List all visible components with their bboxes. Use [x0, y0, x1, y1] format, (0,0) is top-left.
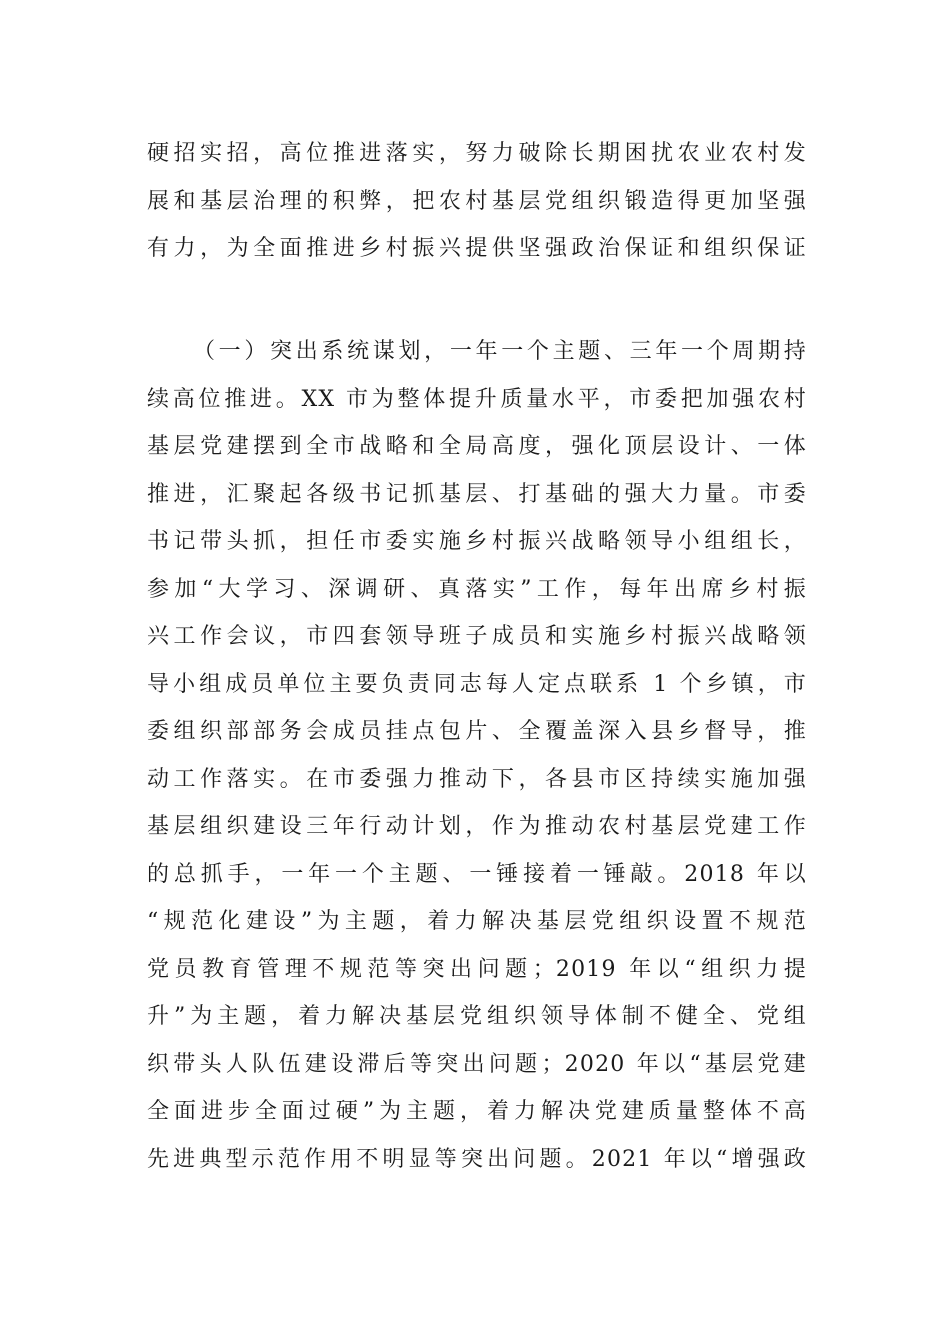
- text-line: 基层组织建设三年行动计划，作为推动农村基层党建工作: [147, 814, 807, 839]
- text-line: 党员教育管理不规范等突出问题；2019 年以“组织力提: [147, 956, 807, 982]
- text-line: 书记带头抓，担任市委实施乡村振兴战略领导小组组长，: [147, 529, 807, 554]
- text-line: 展和基层治理的积弊，把农村基层党组织锻造得更加坚强: [147, 188, 807, 214]
- section-heading-line: （一）突出系统谋划，一年一个主题、三年一个周期持: [193, 339, 807, 364]
- text-line: 推进，汇聚起各级书记抓基层、打基础的强大力量。市委: [147, 481, 807, 507]
- text-line: 委组织部部务会成员挂点包片、全覆盖深入县乡督导，推: [147, 719, 807, 744]
- paragraph-section-one: [147, 328, 807, 1183]
- text-line: 织带头人队伍建设滞后等突出问题；2020 年以“基层党建: [147, 1051, 807, 1077]
- text-line: 兴工作会议，市四套领导班子成员和实施乡村振兴战略领: [147, 624, 807, 649]
- text-line: 有力，为全面推进乡村振兴提供坚强政治保证和组织保证: [147, 236, 807, 261]
- text-line: 硬招实招，高位推进落实，努力破除长期困扰农业农村发: [147, 141, 807, 166]
- text-line: 动工作落实。在市委强力推动下，各县市区持续实施加强: [147, 766, 807, 792]
- text-line: 导小组成员单位主要负责同志每人定点联系 1 个乡镇，市: [147, 671, 807, 697]
- text-line: 全面进步全面过硬”为主题，着力解决党建质量整体不高: [147, 1099, 807, 1124]
- text-line: 基层党建摆到全市战略和全局高度，强化顶层设计、一体: [147, 434, 807, 459]
- text-line: 参加“大学习、深调研、真落实”工作，每年出席乡村振: [147, 576, 807, 602]
- text-line: “规范化建设”为主题，着力解决基层党组织设置不规范: [147, 909, 807, 934]
- text-line: 先进典型示范作用不明显等突出问题。2021 年以“增强政: [147, 1146, 807, 1172]
- paragraph-continuation: [147, 130, 807, 273]
- text-line: 的总抓手，一年一个主题、一锤接着一锤敲。2018 年以: [147, 861, 807, 887]
- text-line: 升”为主题，着力解决基层党组织领导体制不健全、党组: [147, 1004, 807, 1029]
- text-line: 续高位推进。XX 市为整体提升质量水平，市委把加强农村: [147, 386, 807, 412]
